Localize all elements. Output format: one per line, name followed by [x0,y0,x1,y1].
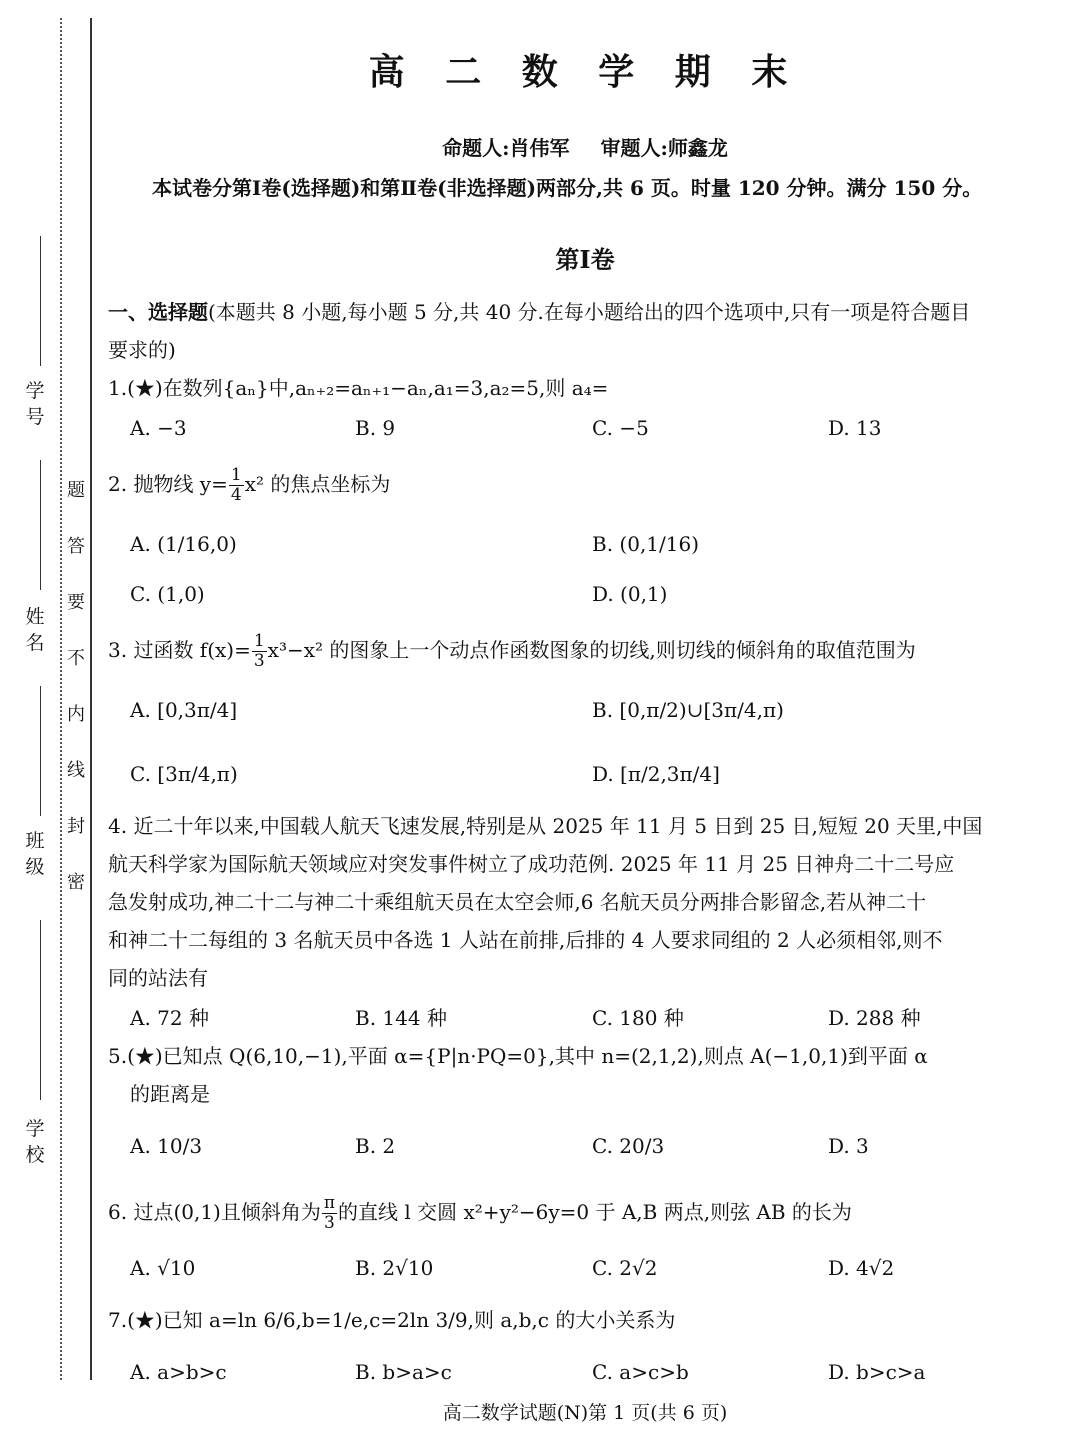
question-3-stem [108,632,916,671]
section-title: 一、选择题 [108,300,208,324]
question-2-stem [108,466,390,505]
warning-char: 要 [67,592,85,613]
question-1-stem: 1.(★)在数列{aₙ}中,aₙ₊₂=aₙ₊₁−aₙ,a₁=3,a₂=5,则 a₄= [108,376,609,400]
school-blank-line [40,920,41,1100]
warning-char: 线 [67,760,85,781]
question-7-option-b: B. b>a>c [355,1360,452,1384]
exam-intro: 本试卷分第Ⅰ卷(选择题)和第Ⅱ卷(非选择题)两部分,共 6 页。时量 120 分钟。满分 150 分。 [152,176,983,200]
question-3-option-d: D. [π/2,3π/4] [592,762,720,786]
fraction [322,1194,337,1233]
question-5-stem-cont: 的距离是 [130,1082,210,1106]
author-line [0,132,1080,161]
question-6-stem [108,1194,852,1233]
warning-char: 封 [67,816,85,837]
question-4-option-a: A. 72 种 [130,1006,209,1030]
margin-rule [90,18,92,1380]
question-2-stem-end: x² 的焦点坐标为 [244,472,391,496]
section-desc-cont: 要求的) [108,338,176,362]
question-1-option-b: B. 9 [355,416,396,440]
question-5-option-b: B. 2 [355,1134,396,1158]
reviewer: 审题人:师鑫龙 [600,136,728,160]
question-4-option-c: C. 180 种 [592,1006,684,1030]
name-label: 姓 名 [25,606,45,654]
fraction [252,632,267,671]
page-title: 高 二 数 学 期 末 [368,51,802,93]
question-7-option-a: A. a>b>c [130,1360,227,1384]
question-3-option-c: C. [3π/4,π) [130,762,238,786]
class-blank-line [40,686,41,816]
question-6-option-c: C. 2√2 [592,1256,658,1280]
question-3-option-b: B. [0,π/2)∪[3π/4,π) [592,698,784,722]
question-3-stem-start: 3. 过函数 f(x)= [108,638,251,662]
warning-char: 内 [67,704,85,725]
warning-char: 答 [67,536,85,557]
question-4-line: 4. 近二十年以来,中国载人航天飞速发展,特别是从 2025 年 11 月 5 日到 25 日,短短 20 天里,中国 [108,814,983,838]
question-4-option-b: B. 144 种 [355,1006,447,1030]
fraction-numerator: 1 [253,631,265,651]
question-6-option-b: B. 2√10 [355,1256,434,1280]
school-label: 学 校 [25,1118,45,1166]
question-7-option-c: C. a>c>b [592,1360,689,1384]
question-7-option-d: D. b>c>a [828,1360,926,1384]
question-2-option-d: D. (0,1) [592,582,668,606]
question-5-option-a: A. 10/3 [130,1134,203,1158]
question-4-line: 急发射成功,神二十二与神二十乘组航天员在太空会师,6 名航天员分两排合影留念,若从神二十 [108,890,927,914]
page-footer: 高二数学试题(N)第 1 页(共 6 页) [442,1402,728,1424]
question-6-option-a: A. √10 [130,1256,196,1280]
fraction-denominator: 3 [253,651,265,671]
question-5-option-d: D. 3 [828,1134,869,1158]
question-4-line: 和神二十二每组的 3 名航天员中各选 1 人站在前排,后排的 4 人要求同组的 2 人必须相邻,则不 [108,928,943,952]
warning-char: 密 [67,872,85,893]
question-5-stem: 5.(★)已知点 Q(6,10,−1),平面 α={P|n·PQ=0},其中 n=(2,1,2),则点 A(−1,0,1)到平面 α [108,1044,928,1068]
id-label: 学 号 [25,380,45,428]
question-6-option-d: D. 4√2 [828,1256,895,1280]
question-2-option-b: B. (0,1/16) [592,532,700,556]
fraction [229,466,244,505]
fraction-numerator: π [323,1193,336,1213]
dotted-cut-line [60,18,62,1380]
class-label: 班 级 [25,830,45,878]
section-desc: (本题共 8 小题,每小题 5 分,共 40 分.在每小题给出的四个选项中,只有一项是符合题目 [208,300,971,324]
question-3-stem-end: x³−x² 的图象上一个动点作函数图象的切线,则切线的倾斜角的取值范围为 [267,638,916,662]
question-4-line: 航天科学家为国际航天领域应对突发事件树立了成功范例. 2025 年 11 月 25 日神舟二十二号应 [108,852,955,876]
question-6-stem-end: 的直线 l 交圆 x²+y²−6y=0 于 A,B 两点,则弦 AB 的长为 [338,1200,852,1224]
question-4-line: 同的站法有 [108,966,208,990]
author: 命题人:肖伟军 [442,136,570,160]
question-5-option-c: C. 20/3 [592,1134,665,1158]
volume-title: 第Ⅰ卷 [555,245,615,274]
question-7-stem: 7.(★)已知 a=ln 6/6,b=1/e,c=2ln 3/9,则 a,b,c 的大小关系为 [108,1308,676,1332]
question-1-option-d: D. 13 [828,416,882,440]
warning-char: 不 [67,648,85,669]
fraction-denominator: 3 [324,1213,335,1233]
question-1-option-a: A. −3 [130,416,187,440]
fraction-denominator: 4 [230,485,242,505]
name-blank-line [40,460,41,590]
question-2-option-c: C. (1,0) [130,582,205,606]
question-2-option-a: A. (1/16,0) [130,532,237,556]
question-3-option-a: A. [0,3π/4] [130,698,238,722]
section-heading [108,298,970,326]
question-4-option-d: D. 288 种 [828,1006,921,1030]
fraction-numerator: 1 [230,465,242,485]
question-6-stem-start: 6. 过点(0,1)且倾斜角为 [108,1200,321,1224]
question-2-stem-start: 2. 抛物线 y= [108,472,228,496]
question-1-option-c: C. −5 [592,416,649,440]
warning-char: 题 [67,480,85,501]
